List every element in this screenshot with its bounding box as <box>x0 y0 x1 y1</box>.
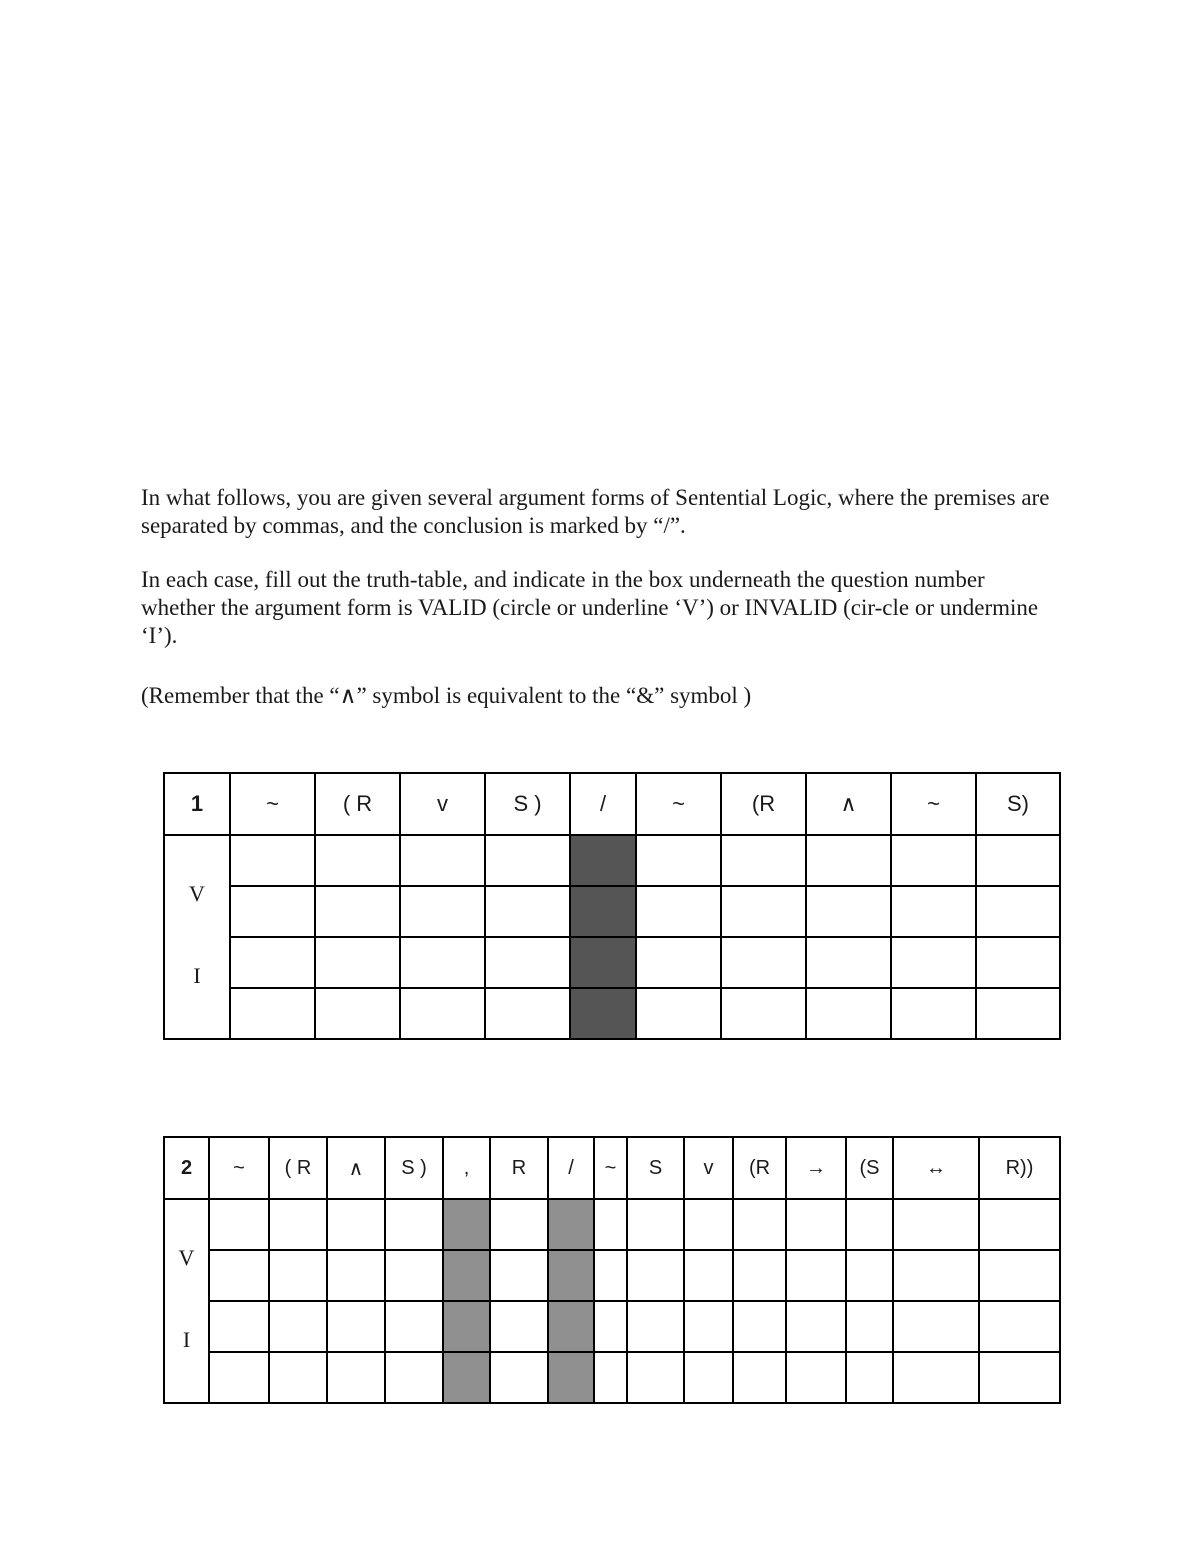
truth-value-cell[interactable] <box>733 1199 786 1250</box>
truth-value-cell[interactable] <box>893 1250 979 1301</box>
truth-value-cell[interactable] <box>209 1352 269 1403</box>
truth-table-1 <box>163 772 1061 1040</box>
truth-value-cell[interactable] <box>721 988 806 1039</box>
truth-value-cell[interactable] <box>976 886 1060 937</box>
truth-value-cell[interactable] <box>846 1352 893 1403</box>
truth-table-row <box>164 835 1060 886</box>
truth-value-cell[interactable] <box>315 835 400 886</box>
formula-symbol-cell: → <box>786 1137 846 1199</box>
formula-symbol-cell: v <box>684 1137 733 1199</box>
truth-value-cell[interactable] <box>636 988 721 1039</box>
truth-value-cell[interactable] <box>594 1250 627 1301</box>
truth-value-cell[interactable] <box>976 988 1060 1039</box>
truth-value-cell[interactable] <box>400 937 485 988</box>
truth-table-row <box>164 937 1060 988</box>
truth-value-cell[interactable] <box>594 1352 627 1403</box>
truth-value-cell[interactable] <box>209 1199 269 1250</box>
truth-value-cell[interactable] <box>627 1301 684 1352</box>
truth-value-cell[interactable] <box>209 1301 269 1352</box>
truth-value-cell[interactable] <box>806 937 891 988</box>
truth-table-row <box>164 1352 1060 1403</box>
shaded-cell <box>443 1250 490 1301</box>
formula-symbol-cell: (R <box>733 1137 786 1199</box>
shaded-cell <box>570 835 636 886</box>
truth-value-cell[interactable] <box>230 886 315 937</box>
truth-value-cell[interactable] <box>315 988 400 1039</box>
truth-value-cell[interactable] <box>594 1301 627 1352</box>
truth-value-cell[interactable] <box>385 1250 443 1301</box>
question-number: 1 <box>164 773 230 835</box>
formula-symbol-cell: ( R <box>315 773 400 835</box>
truth-value-cell[interactable] <box>786 1199 846 1250</box>
truth-value-cell[interactable] <box>385 1199 443 1250</box>
truth-value-cell[interactable] <box>893 1199 979 1250</box>
formula-symbol-cell: ↔ <box>893 1137 979 1199</box>
formula-symbol-cell: S ) <box>385 1137 443 1199</box>
truth-value-cell[interactable] <box>684 1199 733 1250</box>
formula-symbol-cell: , <box>443 1137 490 1199</box>
formula-symbol-cell: R <box>490 1137 548 1199</box>
truth-value-cell[interactable] <box>806 835 891 886</box>
valid-option[interactable]: V <box>178 1245 195 1270</box>
formula-symbol-cell: R)) <box>979 1137 1060 1199</box>
truth-value-cell[interactable] <box>327 1199 385 1250</box>
truth-value-cell[interactable] <box>490 1199 548 1250</box>
truth-value-cell[interactable] <box>269 1199 327 1250</box>
truth-value-cell[interactable] <box>684 1250 733 1301</box>
invalid-option[interactable]: I <box>193 963 201 988</box>
truth-table-row <box>164 1250 1060 1301</box>
truth-value-cell[interactable] <box>400 835 485 886</box>
instructions <box>141 484 1061 710</box>
truth-value-cell[interactable] <box>684 1352 733 1403</box>
truth-value-cell[interactable] <box>385 1301 443 1352</box>
truth-value-cell[interactable] <box>230 835 315 886</box>
formula-symbol-cell: ~ <box>594 1137 627 1199</box>
truth-value-cell[interactable] <box>327 1352 385 1403</box>
truth-value-cell[interactable] <box>627 1352 684 1403</box>
validity-box[interactable] <box>164 1199 209 1403</box>
formula-symbol-cell: / <box>570 773 636 835</box>
truth-value-cell[interactable] <box>627 1199 684 1250</box>
truth-table-row <box>164 886 1060 937</box>
truth-value-cell[interactable] <box>485 886 570 937</box>
truth-value-cell[interactable] <box>893 1352 979 1403</box>
truth-value-cell[interactable] <box>806 988 891 1039</box>
instructions-paragraph-2: In each case, fill out the truth-table, and indicate in the box underneath the question number whether the argument form is VALID (circle or underline ‘V’) or INVALID (cir-cle or undermine ‘I’). <box>141 567 1039 648</box>
shaded-cell <box>443 1199 490 1250</box>
formula-symbol-cell: ∧ <box>327 1137 385 1199</box>
truth-value-cell[interactable] <box>327 1250 385 1301</box>
truth-value-cell[interactable] <box>627 1250 684 1301</box>
question-number: 2 <box>164 1137 209 1199</box>
truth-value-cell[interactable] <box>721 937 806 988</box>
formula-symbol-cell: (R <box>721 773 806 835</box>
truth-value-cell[interactable] <box>733 1250 786 1301</box>
instructions-paragraph-1: In what follows, you are given several argument forms of Sentential Logic, where the premises are separated by commas, and the conclusion is marked by “/”. <box>141 485 1050 538</box>
truth-value-cell[interactable] <box>315 937 400 988</box>
truth-value-cell[interactable] <box>891 988 976 1039</box>
shaded-cell <box>548 1352 594 1403</box>
formula-symbol-cell: ~ <box>209 1137 269 1199</box>
truth-value-cell[interactable] <box>485 988 570 1039</box>
truth-value-cell[interactable] <box>209 1250 269 1301</box>
truth-value-cell[interactable] <box>786 1301 846 1352</box>
formula-symbol-cell: ( R <box>269 1137 327 1199</box>
truth-value-cell[interactable] <box>385 1352 443 1403</box>
truth-value-cell[interactable] <box>269 1352 327 1403</box>
formula-symbol-cell: S ) <box>485 773 570 835</box>
truth-value-cell[interactable] <box>979 1199 1060 1250</box>
validity-box[interactable] <box>164 835 230 1039</box>
formula-symbol-cell: ~ <box>891 773 976 835</box>
truth-value-cell[interactable] <box>490 1301 548 1352</box>
truth-value-cell[interactable] <box>891 886 976 937</box>
truth-value-cell[interactable] <box>891 835 976 886</box>
truth-value-cell[interactable] <box>485 835 570 886</box>
formula-symbol-cell: (S <box>846 1137 893 1199</box>
truth-value-cell[interactable] <box>979 1250 1060 1301</box>
shaded-cell <box>548 1250 594 1301</box>
shaded-cell <box>570 937 636 988</box>
truth-value-cell[interactable] <box>636 886 721 937</box>
truth-value-cell[interactable] <box>976 937 1060 988</box>
truth-value-cell[interactable] <box>976 835 1060 886</box>
truth-value-cell[interactable] <box>636 835 721 886</box>
truth-value-cell[interactable] <box>684 1301 733 1352</box>
truth-value-cell[interactable] <box>721 886 806 937</box>
shaded-cell <box>443 1352 490 1403</box>
truth-value-cell[interactable] <box>733 1301 786 1352</box>
truth-value-cell[interactable] <box>485 937 570 988</box>
formula-symbol-cell: ∧ <box>806 773 891 835</box>
truth-value-cell[interactable] <box>315 886 400 937</box>
truth-value-cell[interactable] <box>979 1301 1060 1352</box>
shaded-cell <box>570 988 636 1039</box>
truth-table-row <box>164 988 1060 1039</box>
truth-value-cell[interactable] <box>269 1250 327 1301</box>
truth-value-cell[interactable] <box>400 988 485 1039</box>
shaded-cell <box>443 1301 490 1352</box>
formula-symbol-cell: ~ <box>230 773 315 835</box>
truth-value-cell[interactable] <box>806 886 891 937</box>
truth-value-cell[interactable] <box>230 988 315 1039</box>
truth-table-row <box>164 1301 1060 1352</box>
truth-value-cell[interactable] <box>979 1352 1060 1403</box>
truth-value-cell[interactable] <box>269 1301 327 1352</box>
truth-value-cell[interactable] <box>400 886 485 937</box>
truth-value-cell[interactable] <box>846 1301 893 1352</box>
truth-value-cell[interactable] <box>846 1199 893 1250</box>
truth-value-cell[interactable] <box>891 937 976 988</box>
truth-value-cell[interactable] <box>721 835 806 886</box>
formula-symbol-cell: / <box>548 1137 594 1199</box>
truth-value-cell[interactable] <box>490 1352 548 1403</box>
formula-symbol-cell: v <box>400 773 485 835</box>
truth-value-cell[interactable] <box>594 1199 627 1250</box>
formula-symbol-cell: S <box>627 1137 684 1199</box>
truth-value-cell[interactable] <box>490 1250 548 1301</box>
shaded-cell <box>548 1301 594 1352</box>
truth-table-row <box>164 1199 1060 1250</box>
truth-value-cell[interactable] <box>846 1250 893 1301</box>
symbol-note: (Remember that the “∧” symbol is equivalent to the “&” symbol ) <box>141 683 752 708</box>
truth-value-cell[interactable] <box>327 1301 385 1352</box>
formula-symbol-cell: S) <box>976 773 1060 835</box>
valid-option[interactable]: V <box>189 881 205 906</box>
truth-table-2 <box>163 1136 1061 1404</box>
truth-value-cell[interactable] <box>893 1301 979 1352</box>
shaded-cell <box>570 886 636 937</box>
truth-value-cell[interactable] <box>786 1352 846 1403</box>
shaded-cell <box>548 1199 594 1250</box>
invalid-option[interactable]: I <box>182 1327 191 1352</box>
truth-value-cell[interactable] <box>230 937 315 988</box>
formula-symbol-cell: ~ <box>636 773 721 835</box>
truth-value-cell[interactable] <box>636 937 721 988</box>
truth-value-cell[interactable] <box>786 1250 846 1301</box>
truth-value-cell[interactable] <box>733 1352 786 1403</box>
